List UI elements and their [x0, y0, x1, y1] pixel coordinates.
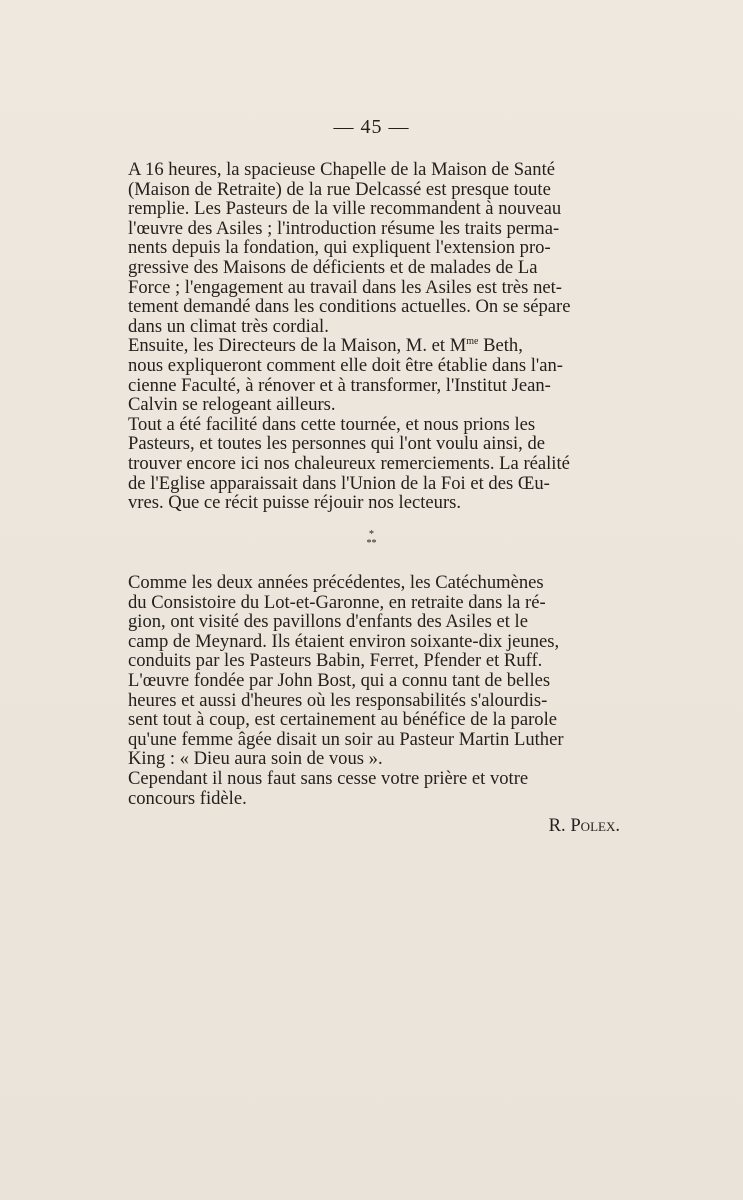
asterism-bottom: ** — [366, 538, 377, 549]
text-line: nous expliqueront comment elle doit être établie dans l'an- — [128, 354, 564, 376]
text-line: A 16 heures, la spacieuse Chapelle de la Maison de Santé — [128, 159, 556, 180]
text-line: Cependant il nous faut sans cesse votre prière et votre — [128, 767, 529, 789]
text-line: tement demandé dans les conditions actuelles. On se sépare — [128, 296, 571, 318]
text-fragment: Ensuite, les Directeurs de la Maison, M. et M — [128, 335, 467, 357]
paragraph-chapel-meeting — [104, 160, 639, 336]
text-line: King : « Dieu aura soin de vous ». — [128, 748, 383, 770]
text-line: sent tout à coup, est certainement au bénéfice de la parole — [128, 709, 558, 731]
text-line: gressive des Maisons de déficients et de malades de La — [128, 256, 538, 278]
text-line: (Maison de Retraite) de la rue Delcassé est presque toute — [128, 178, 551, 200]
paragraph-catechumens-visit — [104, 573, 639, 671]
text-line: Force ; l'engagement au travail dans les Asiles est très net- — [128, 276, 562, 298]
text-line: de l'Eglise apparaissait dans l'Union de la Foi et des Œu- — [128, 472, 550, 494]
text-line: Pasteurs, et toutes les personnes qui l'ont voulu ainsi, de — [128, 433, 546, 455]
section-catechumens — [104, 573, 639, 808]
text-fragment: Beth, — [478, 335, 523, 357]
text-line: Tout a été facilité dans cette tournée, et nous prions les — [128, 413, 536, 435]
text-line: cienne Faculté, à rénover et à transformer, l'Institut Jean- — [128, 374, 551, 396]
text-line: remplie. Les Pasteurs de la ville recommandent à nouveau — [128, 198, 562, 220]
text-line: Comme les deux années précédentes, les Catéchumènes — [128, 572, 544, 593]
text-line: du Consistoire du Lot-et-Garonne, en retraite dans la ré- — [128, 591, 546, 613]
text-line — [104, 336, 639, 356]
text-line: conduits par les Pasteurs Babin, Ferret, Pfender et Ruff. — [128, 650, 543, 672]
text-line: heures et aussi d'heures où les responsabilités s'alourdis- — [128, 689, 548, 711]
page-number: — 45 — — [333, 116, 410, 138]
text-line: concours fidèle. — [128, 787, 247, 809]
text-line: nents depuis la fondation, qui expliquent l'extension pro- — [128, 237, 551, 259]
paragraph-thanks — [104, 415, 639, 513]
asterism-divider — [0, 530, 743, 548]
text-line: vres. Que ce récit puisse réjouir nos lecteurs. — [128, 492, 462, 514]
author-signature — [104, 815, 620, 837]
text-line: l'œuvre des Asiles ; l'introduction résume les traits perma- — [128, 217, 560, 239]
text-line: trouver encore ici nos chaleureux remerciements. La réalité — [128, 452, 570, 474]
signature-name: Polex. — [570, 815, 620, 836]
text-line: L'œuvre fondée par John Bost, qui a connu tant de belles — [128, 669, 551, 691]
signature-initial: R. — [548, 815, 566, 836]
paragraph-directors — [104, 336, 639, 414]
asterism-top: * — [369, 529, 374, 540]
text-line: camp de Meynard. Ils étaient environ soixante-dix jeunes, — [128, 630, 560, 652]
text-line: Calvin se relogeant ailleurs. — [128, 394, 336, 416]
text-line: dans un climat très cordial. — [128, 315, 329, 337]
superscript-abbreviation: me — [466, 336, 479, 348]
text-line: gion, ont visité des pavillons d'enfants des Asiles et le — [128, 611, 528, 633]
paragraph-john-bost — [104, 671, 639, 769]
paragraph-prayer-request — [104, 769, 639, 808]
section-visit-report — [104, 160, 639, 513]
text-line: qu'une femme âgée disait un soir au Pasteur Martin Luther — [128, 728, 564, 750]
